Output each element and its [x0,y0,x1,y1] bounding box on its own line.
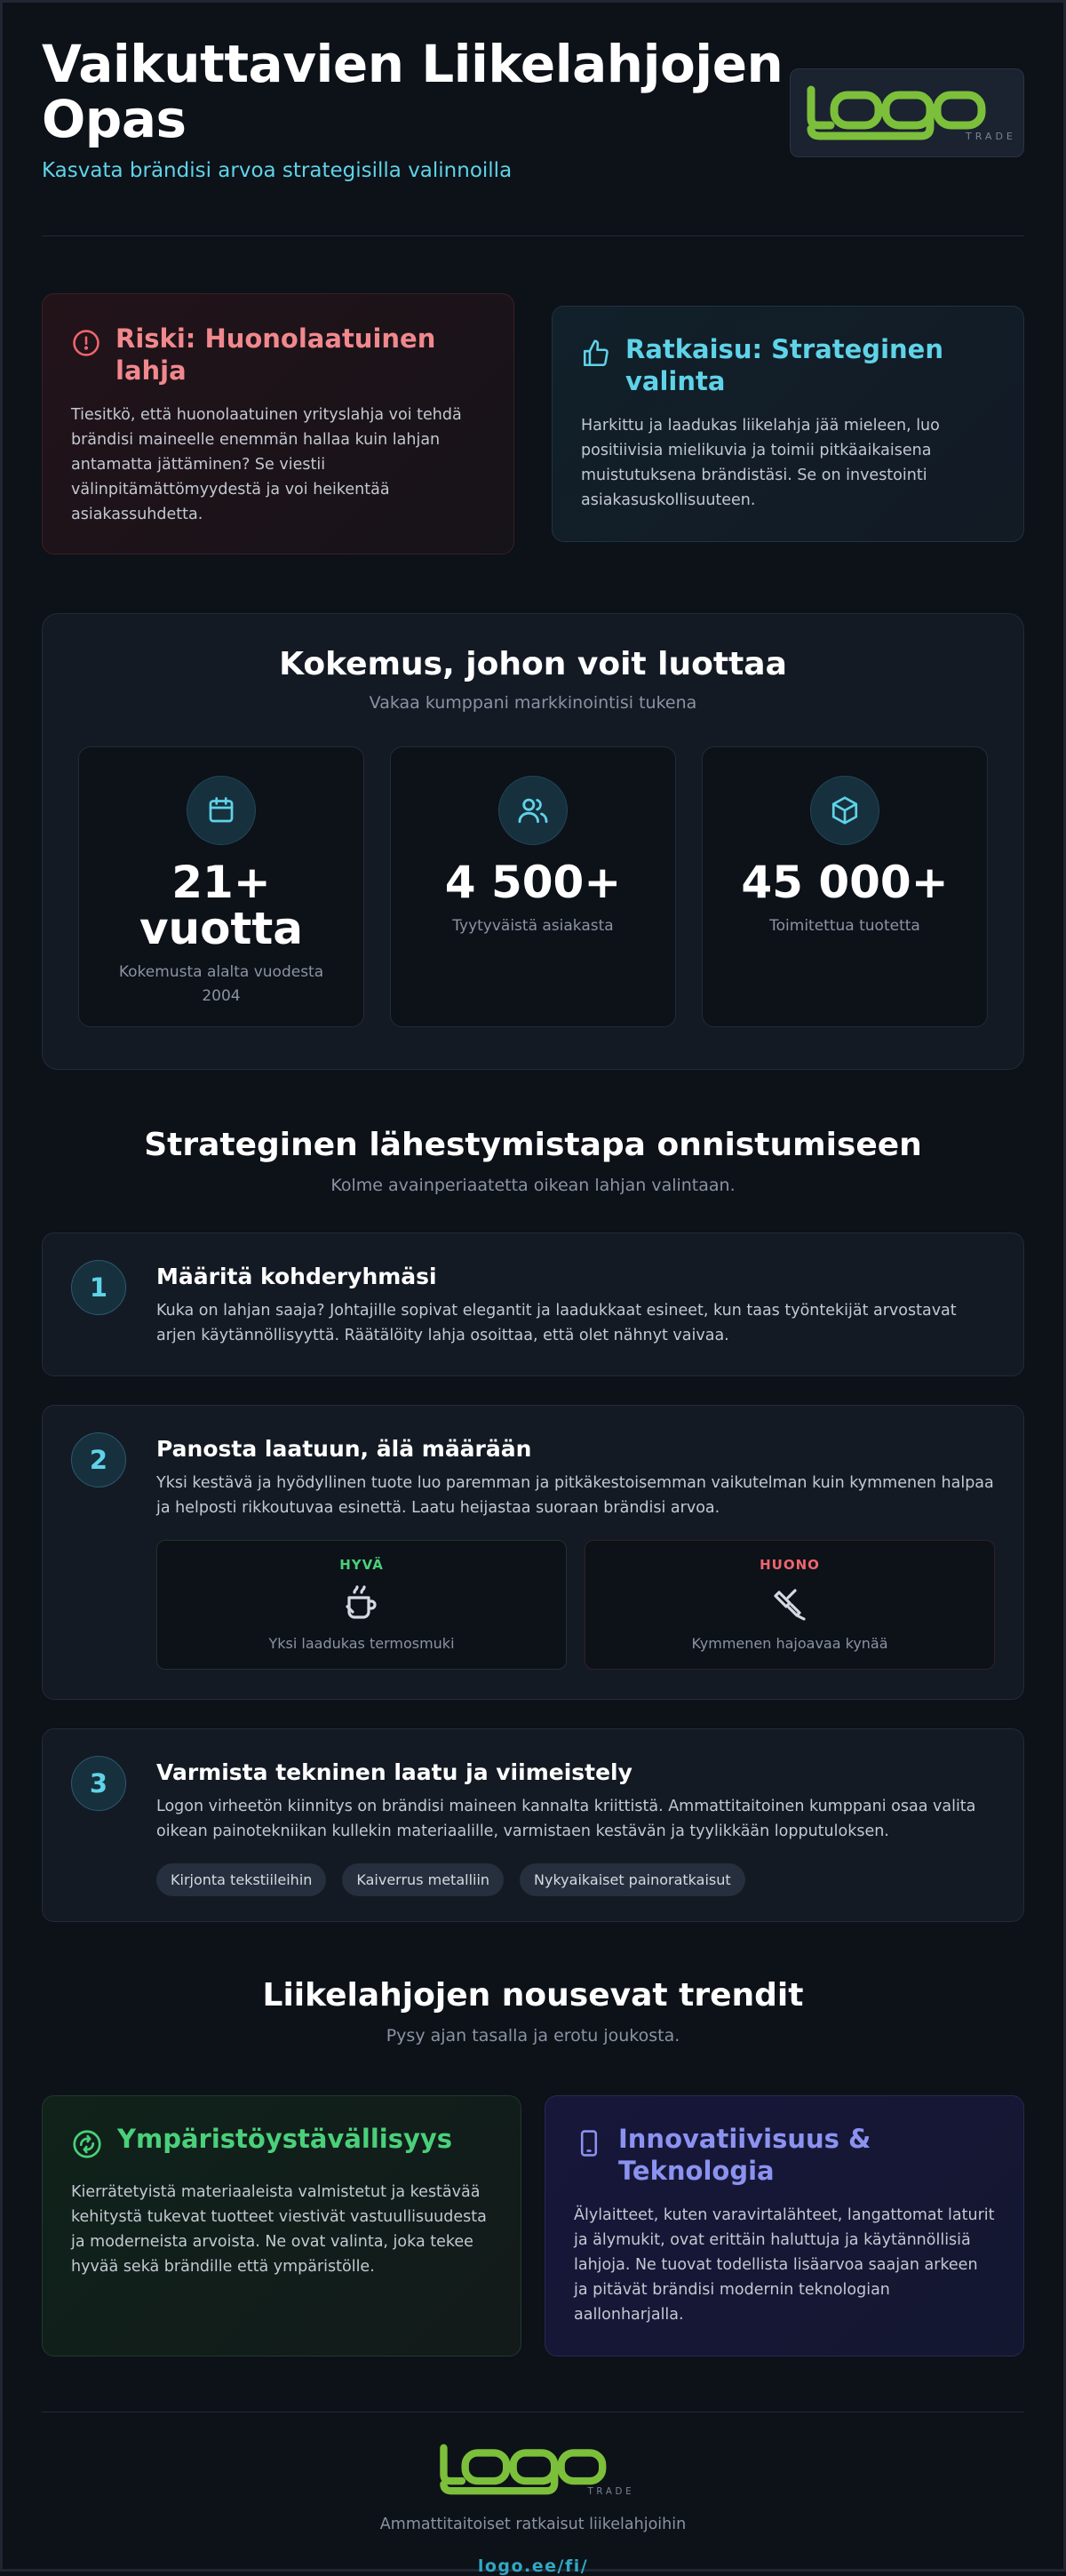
risk-title: Riski: Huonolaatuinen lahja [115,323,436,386]
stat-value: 4 500+ [444,857,622,908]
risk-card [42,293,514,554]
trends-title: Liikelahjojen nousevat trendit [262,1977,804,2014]
logo-graphic [437,2443,635,2497]
experience-title: Kokemus, johon voit luottaa [279,646,787,682]
thumbs-up-icon [581,339,611,372]
thermos-mug-icon [340,1582,383,1624]
solution-title: Ratkaisu: Strateginen valinta [625,334,943,396]
footer-logo[interactable] [437,2443,635,2497]
experience-panel [42,613,1024,1070]
risk-text: Tiesitkö, että huonolaatuinen yrityslahja voi tehdä brändisi maineelle enemmän hallaa kuin lahjan antamatta jättäminen? Se viestii välinpitämättömyydestä ja voi heikentää asiakassuhdetta. [71,406,462,523]
chip-embroidery[interactable]: Kirjonta tekstiileihin [156,1863,326,1896]
step-card-1 [42,1232,1024,1376]
stats-row [78,746,988,1027]
strategy-section-header [42,1127,1024,1195]
eco-trend-title: Ympäristöystävällisyys [117,2124,453,2154]
stat-label: Kokemusta alalta vuodesta 2004 [118,963,324,1005]
stat-card-experience [78,746,364,1027]
logo-graphic [804,84,1016,142]
stat-card-products [702,746,988,1027]
broken-pen-icon [768,1582,811,1624]
box-icon [810,776,879,845]
good-tag: HYVÄ [339,1557,384,1573]
step-text: Kuka on lahjan saaja? Johtajille sopivat elegantit ja laadukkaat esineet, kun taas työntekijät arvostavat arjen käytännöllisyyttä. Räätälöity lahja osoittaa, että olet nähnyt vaivaa. [156,1302,957,1344]
page-title: Vaikuttavien Liikelahjojen Opas [42,34,784,149]
risk-solution-row [42,293,1024,554]
step-number: 3 [71,1756,126,1811]
header-divider [42,235,1024,236]
stat-value: 45 000+ [741,857,949,908]
good-label: Yksi laadukas termosmuki [268,1635,455,1652]
step-title: Varmista tekninen laatu ja viimeistely [156,1759,632,1785]
trend-cards-row [42,2095,1024,2357]
page-subtitle: Kasvata brändisi arvoa strategisilla valinnoilla [42,159,513,182]
trends-subtitle: Pysy ajan tasalla ja erotu joukosta. [386,2026,680,2046]
trends-section-header [42,1977,1024,2046]
stat-card-customers [390,746,676,1027]
logo-word: TRADE [965,131,1016,142]
bad-label: Kymmenen hajoavaa kynää [691,1635,888,1652]
technique-chips [156,1863,995,1896]
footer-link[interactable]: logo.ee/fi/ [477,2556,589,2576]
solution-card [552,306,1024,542]
calendar-icon [187,776,256,845]
tech-trend-text: Älylaitteet, kuten varavirtalähteet, langattomat laturit ja älymukit, ovat erittäin haluttuja ja käytännöllisiä lahjoja. Ne tuovat todellista lisäarvoa saajan arkeen ja pitävät brändisi modernin teknologian aallonharjalla. [574,2206,995,2324]
footer [42,2413,1024,2576]
step-card-3 [42,1728,1024,1922]
logo-word: TRADE [587,2485,635,2497]
header-logo[interactable] [790,68,1024,157]
solution-text: Harkittu ja laadukas liikelahja jää mieleen, luo positiivisia mielikuvia ja toimii pitkäaikaisena muistutuksena brändistäsi. Se on investointi asiakasuskollisuuteen. [581,417,940,509]
alert-circle-icon [71,328,101,362]
bad-example [585,1540,995,1670]
eco-trend-text: Kierrätetyistä materiaaleista valmistetut ja kestävää kehitystä tukevat tuotteet viestivät vastuullisuudesta ja moderneista arvoista. Ne ovat valinta, joka tekee hyvää sekä brändille että ympäristölle. [71,2183,487,2276]
tech-trend-title: Innovatiivisuus & Teknologia [618,2124,871,2186]
smartphone-icon [574,2128,604,2162]
step-title: Määritä kohderyhmäsi [156,1264,437,1289]
recycle-icon [71,2128,103,2164]
step-text: Logon virheetön kiinnitys on brändisi maineen kannalta kriittistä. Ammattitaitoinen kumppani osaa valita oikean painotekniikan kullekin materiaalille, varmistaen kestävän ja tyylikkään lopputuloksen. [156,1798,976,1840]
bad-tag: HUONO [760,1557,820,1573]
chip-engraving[interactable]: Kaiverrus metalliin [342,1863,504,1896]
experience-subtitle: Vakaa kumppani markkinointisi tukena [369,693,697,713]
users-icon [498,776,568,845]
eco-trend-card [42,2095,521,2357]
footer-tagline: Ammattitaitoiset ratkaisut liikelahjoihin [379,2516,687,2533]
step-title: Panosta laatuun, älä määrään [156,1436,532,1462]
good-example [156,1540,567,1670]
chip-printing[interactable]: Nykyaikaiset painoratkaisut [520,1863,745,1896]
stat-value: 21+ vuotta [139,857,304,954]
stat-label: Tyytyväistä asiakasta [452,917,614,935]
stat-label: Toimitettua tuotetta [769,917,920,935]
step-card-2 [42,1405,1024,1700]
step-number: 1 [71,1260,126,1315]
quality-comparison [156,1540,995,1670]
tech-trend-card [545,2095,1024,2357]
strategy-subtitle: Kolme avainperiaatetta oikean lahjan valintaan. [330,1176,736,1195]
strategy-title: Strateginen lähestymistapa onnistumiseen [144,1127,922,1163]
step-text: Yksi kestävä ja hyödyllinen tuote luo paremman ja pitkäkestoisemman vaikutelman kuin kymmenen halpaa ja helposti rikkoutuvaa esinettä. Laatu heijastaa suoraan brändisi arvoa. [156,1474,994,1517]
step-number: 2 [71,1432,126,1487]
header [42,3,1024,182]
